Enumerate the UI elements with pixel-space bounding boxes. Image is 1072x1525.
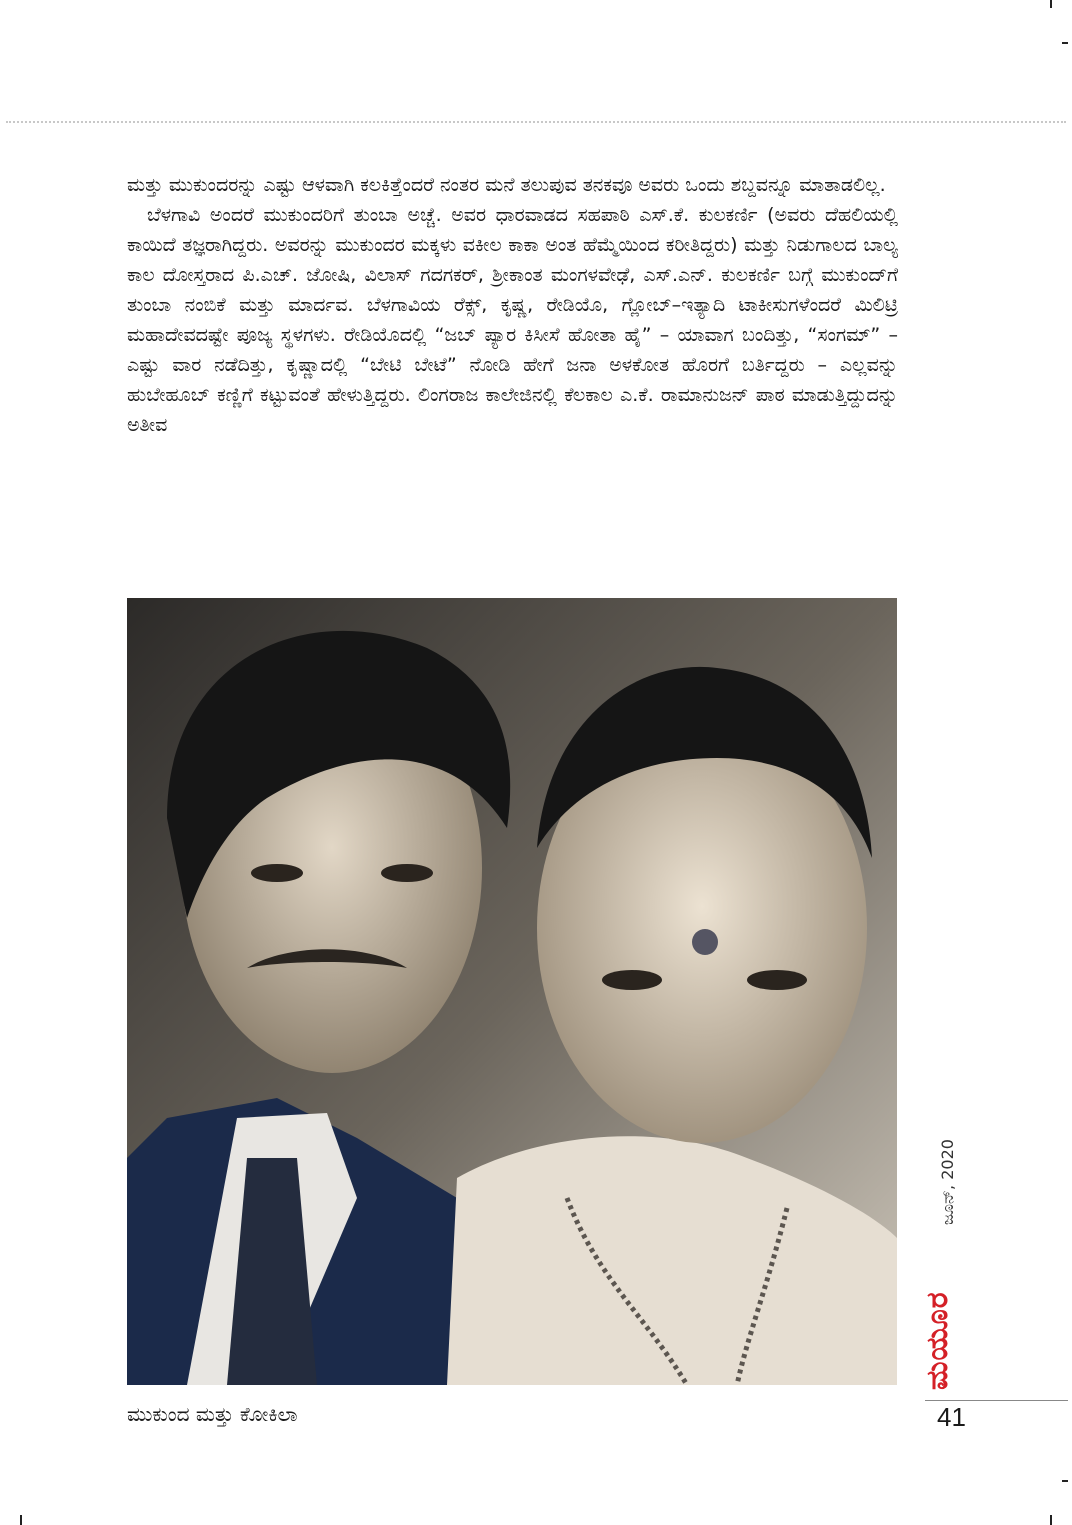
- photo-caption: ಮುಕುಂದ ಮತ್ತು ಕೋಕಿಲಾ: [127, 1402, 298, 1426]
- header-divider: [6, 121, 1066, 123]
- couple-photo: [127, 598, 897, 1385]
- crop-mark: [1050, 1515, 1052, 1525]
- article-body: [127, 170, 898, 440]
- issue-date: ಜೂನ್, 2020: [938, 1139, 957, 1225]
- crop-mark: [1050, 0, 1052, 8]
- crop-mark: [1062, 42, 1068, 44]
- page-number: 41: [937, 1402, 966, 1432]
- crop-mark: [20, 1515, 22, 1525]
- page-number-rule: [925, 1400, 1068, 1401]
- paragraph: ಮತ್ತು ಮುಕುಂದರನ್ನು ಎಷ್ಟು ಆಳವಾಗಿ ಕಲಕಿತ್ತೆಂದರೆ ನಂತರ ಮನೆ ತಲುಪುವ ತನಕವೂ ಅವರು ಒಂದು ಶಬ್ದವನ್ನೂ ಮಾತಾಡಲಿಲ್ಲ.: [127, 174, 886, 196]
- paragraph: ಬೆಳಗಾವಿ ಅಂದರೆ ಮುಕುಂದರಿಗೆ ತುಂಬಾ ಅಚ್ಚೆ. ಅವರ ಧಾರವಾಡದ ಸಹಪಾಠಿ ಎಸ್.ಕೆ. ಕುಲಕರ್ಣಿ (ಅವರು ದೆಹಲಿಯಲ್ಲಿ ಕಾಯಿದೆ ತಜ್ಞರಾಗಿದ್ದರು. ಅವರನ್ನು ಮುಕುಂದರ ಮಕ್ಕಳು ವಕೀಲ ಕಾಕಾ ಅಂತ ಹೆಮ್ಮೆಯಿಂದ ಕರೀತಿದ್ದರು) ಮತ್ತು ನಿಡುಗಾಲದ ಬಾಲ್ಯ ಕಾಲ ದೋಸ್ತರಾದ ಪಿ.ಎಚ್. ಜೋಷಿ, ವಿಲಾಸ್ ಗದಗಕರ್, ಶ್ರೀಕಾಂತ ಮಂಗಳವೇಢೆ, ಎಸ್.ಎನ್. ಕುಲಕರ್ಣಿ ಬಗ್ಗೆ ಮುಕುಂದ್‌ಗೆ ತುಂಬಾ ನಂಬಿಕೆ ಮತ್ತು ಮಾರ್ದವ. ಬೆಳಗಾವಿಯ ರೆಕ್ಸ್, ಕೃಷ್ಣ, ರೇಡಿಯೊ, ಗ್ಲೋಬ್–ಇತ್ಯಾದಿ ಟಾಕೀಸುಗಳೆಂದರೆ ಮಿಲಿಟ್ರಿ ಮಹಾದೇವದಷ್ಟೇ ಪೂಜ್ಯ ಸ್ಥಳಗಳು. ರೇಡಿಯೊದಲ್ಲಿ “ಜಬ್ ಪ್ಯಾರ ಕಿಸೀಸೆ ಹೋತಾ ಹೈ” – ಯಾವಾಗ ಬಂದಿತ್ತು, “ಸಂಗಮ್” – ಎಷ್ಟು ವಾರ ನಡೆದಿತ್ತು, ಕೃಷ್ಣಾದಲ್ಲಿ “ಬೇಟಿ ಬೇಟೆ” ನೋಡಿ ಹೇಗೆ ಜನಾ ಅಳಕೋತ ಹೊರಗೆ ಬರ್ತಿದ್ದರು – ಎಲ್ಲವನ್ನು ಹುಬೇಹೂಬ್ ಕಣ್ಣಿಗೆ ಕಟ್ಟುವಂತೆ ಹೇಳುತ್ತಿದ್ದರು. ಲಿಂಗರಾಜ ಕಾಲೇಜಿನಲ್ಲಿ ಕೆಲಕಾಲ ಎ.ಕೆ. ರಾಮಾನುಜನ್ ಪಾಠ ಮಾಡುತ್ತಿದ್ದುದನ್ನು ಅತೀವ: [127, 204, 898, 436]
- crop-mark: [1062, 1480, 1068, 1482]
- magazine-logo: ಮಯೂರ: [920, 1291, 955, 1390]
